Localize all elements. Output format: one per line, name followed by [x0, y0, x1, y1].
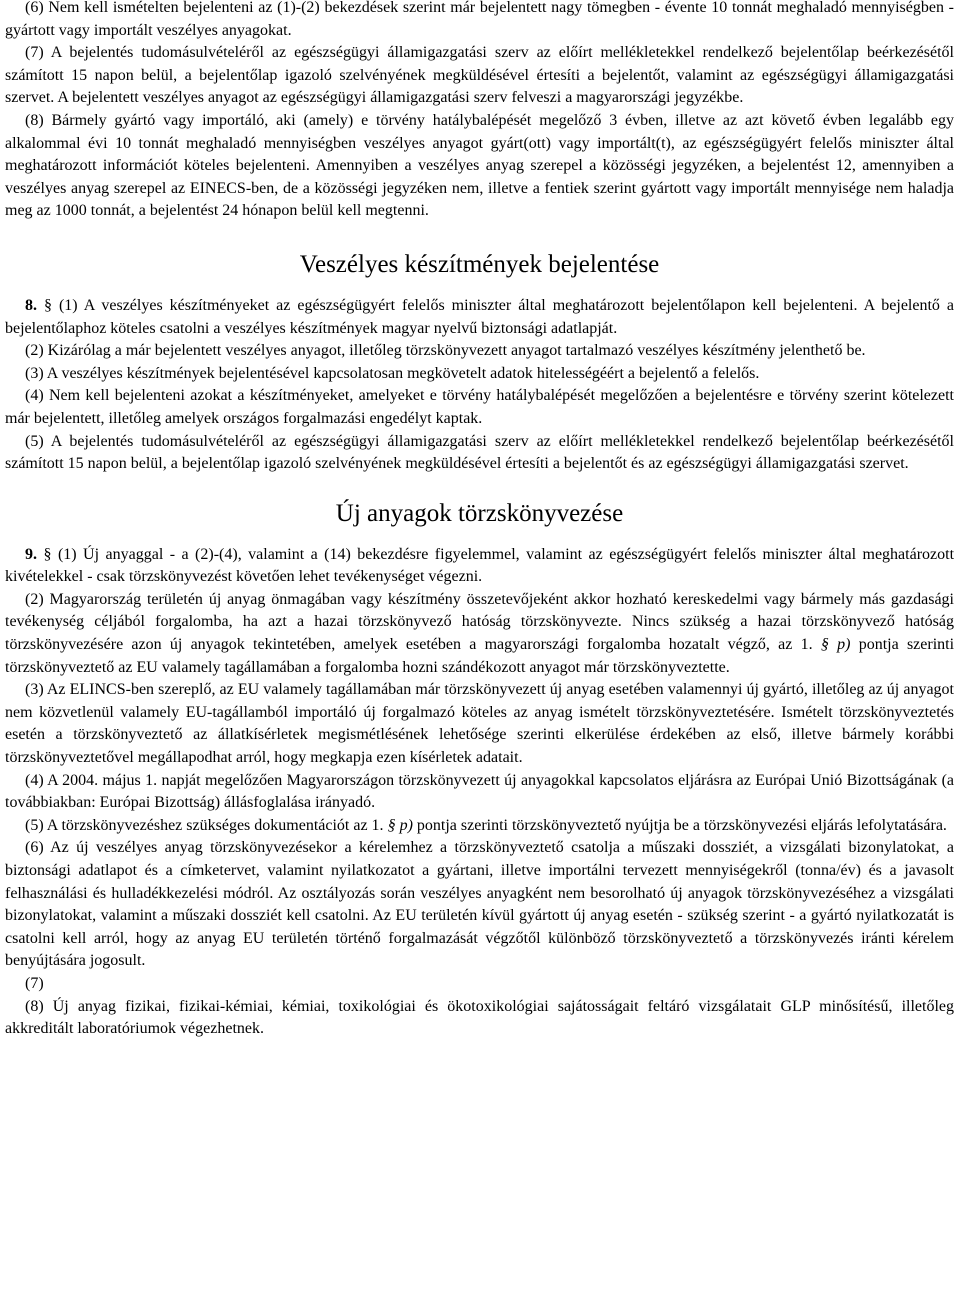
paragraph-9-3: (3) Az ELINCS-ben szereplő, az EU valamely tagállamában már törzskönyvezett új anyag esetében valamennyi új gyártó, illetőleg az új anyagot nem közvetlenül valamely EU-tagállamból importáló új forgalmazó köteles az anyag ismételt törzskönyveztetésére. Ismételt törzskönyveztetés esetén a törzskönyveztető az állatkísérletek megismétlésének lehetősége szerinti elkerülése érdekében az első, illetve bármely korábbi törzskönyveztetővel megállapodhat arról, hogy megkapja ezen kísérletek adatait.: [5, 681, 954, 767]
paragraph-9-8: (8) Új anyag fizikai, fizikai-kémiai, kémiai, toxikológiai és ökotoxikológiai sajátosságait feltáró vizsgálatait GLP minősítésű, illetőleg akkreditált laboratóriumok végezhetnek.: [5, 997, 954, 1038]
paragraph-8-1-text: (1) A veszélyes készítményeket az egészségügyért felelős miniszter által meghatározott bejelentőlapon kell bejelenteni. A bejelentő a bejelentőlaphoz köteles csatolni a veszélyes készítmények magyar nyelvű biztonsági adatlapját.: [5, 296, 955, 337]
section-sign: §: [43, 545, 52, 563]
section-reference: § p): [820, 636, 851, 654]
section-reference: § p): [387, 816, 413, 834]
paragraph-9-4: (4) A 2004. május 1. napját megelőzően Magyarországon törzskönyvezett új anyagokkal kapcsolatos eljárásra az Európai Unió Bizottságának (a továbbiakban: Európai Bizottság) állásfoglalása irányadó.: [5, 771, 954, 812]
paragraph-8-3: (3) A veszélyes készítmények bejelentésével kapcsolatosan megkövetelt adatok hitelességéért a bejelentő a felelős.: [25, 364, 760, 382]
paragraph-9-7: (7): [25, 974, 44, 992]
paragraph-9-5-text-b: pontja szerinti törzskönyveztető nyújtja be a törzskönyvezési eljárás lefolytatására.: [416, 816, 947, 834]
paragraph-7-6: (6) Nem kell ismételten bejelenteni az (1)-(2) bekezdések szerint már bejelentett nagy tömegben - évente 10 tonnát meghaladó mennyiségben - gyártott vagy importált veszélyes anyagokat.: [5, 0, 954, 39]
heading-new-substances-registration: Új anyagok törzskönyvezése: [335, 499, 624, 527]
paragraph-9-6: (6) Az új veszélyes anyag törzskönyvezésekor a kérelemhez a törzskönyveztető csatolja a műszaki dossziét, a vizsgálati bizonylatokat, a biztonsági adatlapot és a címketervet, valamint nyilatkozatot a gyártani, illetve importálni tervezett mennyiségekről (tonna/év) és a javasolt felhasználási és hulladékkezelési módról. Az osztályozás során veszélyes anyagként nem besorolható új anyagok törzskönyvezéséhez a vizsgálati bizonylatokat, valamint a műszaki dossziét kell csatolni. Az EU területén kívül gyártott új anyag esetén - szükség szerint - a gyártó nyilatkozatát is csatolni kell arról, hogy az anyag EU területén történő forgalmazását végzőtől különböző törzskönyveztető a törzskönyvezés iránti kérelem benyújtására jogosult.: [5, 839, 954, 970]
section-sign: §: [43, 296, 52, 314]
paragraph-9-2-text-a: (2) Magyarország területén új anyag önmagában vagy készítmény összetevőjeként akkor hozható kereskedelmi vagy bármely más gazdasági tevékenység céljából forgalomba, ha azt a hazai törzskönyvező hatóság törzskönyvezte. Nincs szükség a hazai törzskönyvező hatóság törzskönyvezésére azon új anyagok tekintetében, amelyek esetében a magyarországi forgalomba hozatalt végző, az 1.: [5, 590, 954, 654]
paragraph-9-1: [5, 544, 954, 589]
paragraph-9-5-text-a: (5) A törzskönyvezéshez szükséges dokumentációt az 1.: [25, 816, 384, 834]
paragraph-9-2-text-b: pontja szerinti törzskönyveztető az EU valamely tagállamában a forgalomba hozni szándékozott anyagot már törzskönyveztette.: [5, 636, 955, 676]
paragraph-7-7: (7) A bejelentés tudomásulvételéről az egészségügyi államigazgatási szerv az előírt mellékletekkel rendelkező bejelentőlap beérkezésétől számított 15 napon belül, a bejelentőlap igazoló szelvényének megküldésével értesíti a bejelentőt, valamint az egészségügyi államigazgatási szervet. A bejelentett veszélyes anyagot az egészségügyi államigazgatási szerv felveszi a magyarországi jegyzékbe.: [5, 44, 954, 107]
paragraph-8-5: (5) A bejelentés tudomásulvételéről az egészségügyi államigazgatási szerv az előírt mellékletekkel rendelkező bejelentőlap beérkezésétől számított 15 napon belül, a bejelentőlap igazoló szelvényének megküldésével értesíti a bejelentőt és az egészségügyi államigazgatási szervet.: [5, 432, 954, 473]
paragraph-9-1-text: (1) Új anyaggal - a (2)-(4), valamint a (14) bekezdésre figyelemmel, valamint az egészségügyért felelős miniszter által meghatározott kivételekkel - csak törzskönyvezést követően lehet tevékenységet végezni.: [5, 545, 955, 586]
heading-dangerous-preparations: Veszélyes készítmények bejelentése: [299, 250, 660, 278]
paragraph-9-2: [5, 589, 954, 679]
paragraph-8-2: (2) Kizárólag a már bejelentett veszélyes anyagot, illetőleg törzskönyvezett anyagot tartalmazó veszélyes készítmény jelenthető be.: [25, 342, 866, 360]
paragraph-8-1: [5, 295, 954, 340]
paragraph-7-8: (8) Bármely gyártó vagy importáló, aki (amely) e törvény hatálybalépését megelőző 3 évben, illetve az azt követő évben legalább egy alkalommal évi 10 tonnát meghaladó mennyiségben veszélyes anyagot gyárt(ott) vagy importált(t), az egészségügyért felelős miniszter által meghatározott információt köteles bejelenteni. Amennyiben a veszélyes anyag szerepel a közösségi jegyzéken, a bejelentést 12, amennyiben a veszélyes anyag szerepel az EINECS-ben, de a közösségi jegyzéken nem, illetve a fentiek szerint gyártott vagy importált mennyisége nem haladja meg az 1000 tonnát, a bejelentést 24 hónapon belül kell megtenni.: [5, 111, 954, 220]
paragraph-9-5: [5, 815, 954, 838]
section-number-9: 9.: [25, 545, 37, 563]
paragraph-8-4: (4) Nem kell bejelenteni azokat a készítményeket, amelyeket e törvény hatálybalépését megelőzően a bejelentésre e törvény szerint kötelezett már bejelentett, illetőleg amelyek országos forgalmazási engedélyt kaptak.: [5, 387, 954, 427]
section-number-8: 8.: [25, 296, 37, 314]
